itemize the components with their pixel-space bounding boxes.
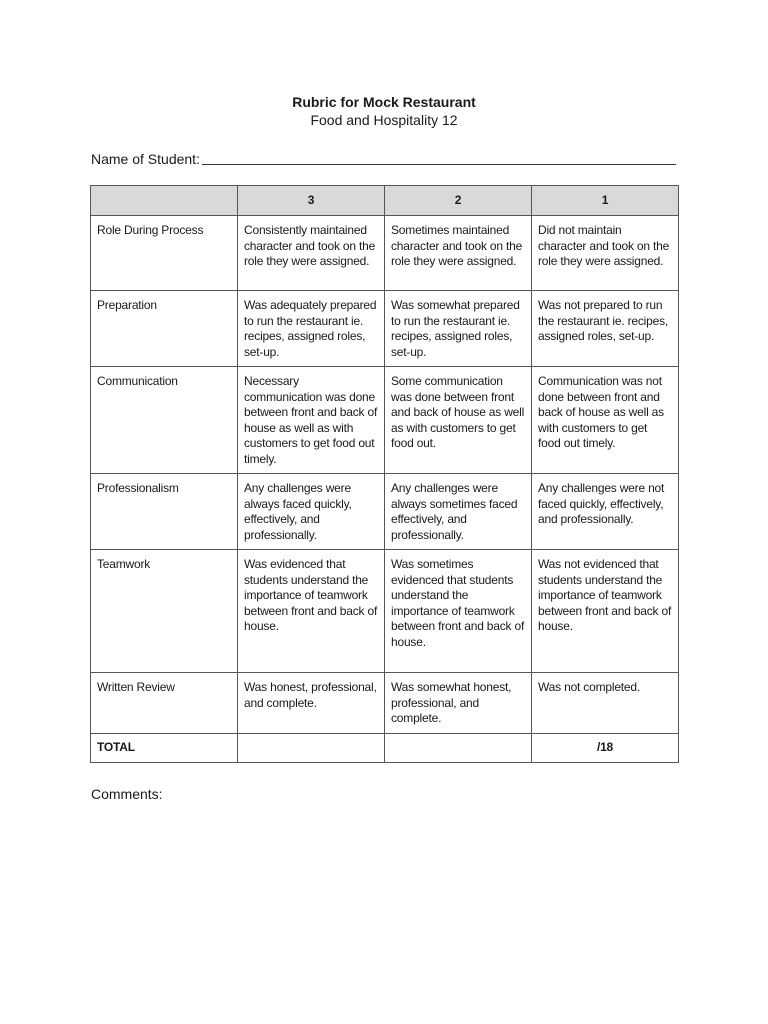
score-1-cell: Did not maintain character and took on the role they were assigned. [532,216,679,291]
total-row [91,734,679,763]
header-score-1: 1 [532,186,679,216]
score-2-cell: Any challenges were always sometimes faced effectively, and professionally. [385,474,532,550]
total-score-3-cell [238,734,385,763]
table-row [91,291,679,367]
score-3-cell: Was honest, professional, and complete. [238,673,385,734]
table-row [91,367,679,474]
comments-label: Comments: [91,786,163,802]
score-1-cell: Any challenges were not faced quickly, effectively, and professionally. [532,474,679,550]
header-score-2: 2 [385,186,532,216]
score-3-cell: Consistently maintained character and took on the role they were assigned. [238,216,385,291]
rubric-header-row [91,186,679,216]
table-row [91,550,679,673]
score-3-cell: Was adequately prepared to run the restaurant ie. recipes, assigned roles, set-up. [238,291,385,367]
score-1-cell: Was not prepared to run the restaurant ie. recipes, assigned roles, set-up. [532,291,679,367]
criterion-cell: Professionalism [91,474,238,550]
rubric-table [90,185,679,763]
criterion-cell: Teamwork [91,550,238,673]
score-2-cell: Was somewhat prepared to run the restaurant ie. recipes, assigned roles, set-up. [385,291,532,367]
criterion-cell: Preparation [91,291,238,367]
header-score-3: 3 [238,186,385,216]
student-name-field [91,148,676,168]
score-1-cell: Communication was not done between front and back of house as well as with customers to get food out timely. [532,367,679,474]
score-2-cell: Was somewhat honest, professional, and complete. [385,673,532,734]
document-subtitle: Food and Hospitality 12 [310,112,458,128]
score-3-cell: Necessary communication was done between front and back of house as well as with customers to get food out timely. [238,367,385,474]
header-criterion-cell [91,186,238,216]
table-row [91,216,679,291]
criterion-cell: Role During Process [91,216,238,291]
score-1-cell: Was not evidenced that students understand the importance of teamwork between front and back of house. [532,550,679,673]
total-score-2-cell [385,734,532,763]
student-name-label: Name of Student: [91,151,200,167]
criterion-cell: Communication [91,367,238,474]
total-score-cell: /18 [532,734,679,763]
total-label-cell: TOTAL [91,734,238,763]
student-name-blank-line [202,163,676,165]
score-1-cell: Was not completed. [532,673,679,734]
score-3-cell: Was evidenced that students understand the importance of teamwork between front and back of house. [238,550,385,673]
score-2-cell: Was sometimes evidenced that students understand the importance of teamwork between front and back of house. [385,550,532,673]
criterion-cell: Written Review [91,673,238,734]
score-3-cell: Any challenges were always faced quickly, effectively, and professionally. [238,474,385,550]
score-2-cell: Sometimes maintained character and took on the role they were assigned. [385,216,532,291]
table-row [91,474,679,550]
table-row [91,673,679,734]
score-2-cell: Some communication was done between front and back of house as well as with customers to get food out. [385,367,532,474]
document-title: Rubric for Mock Restaurant [292,94,476,110]
